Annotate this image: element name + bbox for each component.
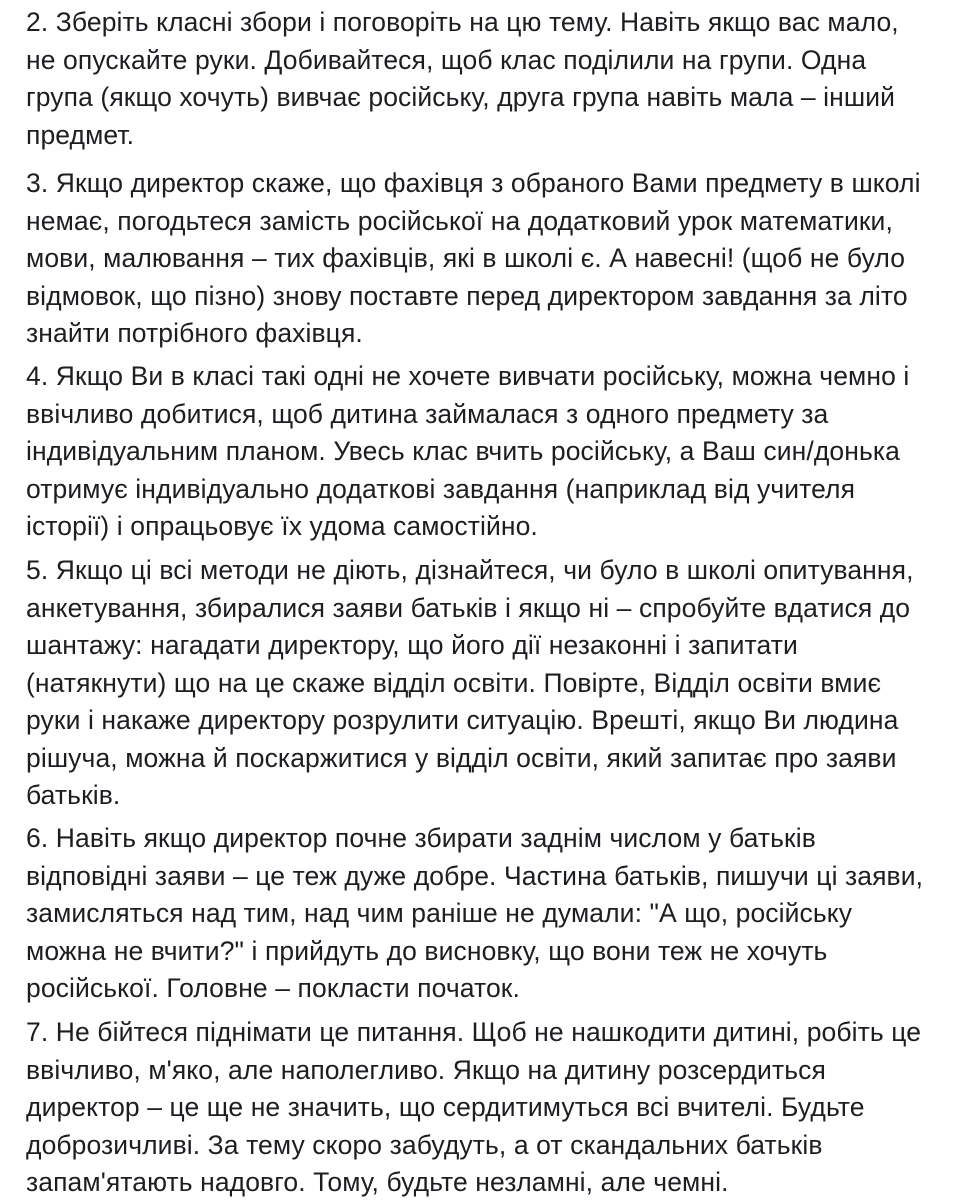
paragraph-6	[26, 820, 923, 1008]
text-line: (натякнути) що на це скаже відділ освіти. Повірте, Відділ освіти вмиє	[26, 667, 882, 698]
text-line: запам'ятають надовго. Тому, будьте незламні, але чемні.	[26, 1167, 729, 1197]
text-line: 2. Зберіть класні збори і поговоріть на цю тему. Навіть якщо вас мало,	[26, 7, 899, 37]
text-line: 4. Якщо Ви в класі такі одні не хочете вивчати російську, можна чемно і	[26, 361, 910, 391]
text-line: доброзичливі. За тему скоро забудуть, а от скандальних батьків	[26, 1129, 823, 1160]
text-line: немає, погодьтеся замість російської на додатковий урок математики,	[26, 205, 893, 236]
text-line: історії) і опрацьовує їх удома самостійно.	[26, 511, 538, 541]
text-line: ввічливо, м'яко, але наполегливо. Якщо на дитину розсердиться	[26, 1054, 826, 1085]
text-line: рішуча, можна й поскаржитися у відділ освіти, який запитає про заяви	[26, 742, 897, 773]
text-line: мови, малювання – тих фахівців, які в школі є. А навесні! (щоб не було	[26, 243, 906, 273]
text-line: індивідуальним планом. Увесь клас вчить російську, а Ваш син/донька	[26, 436, 900, 466]
paragraph-2	[26, 4, 899, 154]
text-line: група (якщо хочуть) вивчає російську, друга група навіть мала – інший	[26, 82, 896, 112]
text-line: російської. Головне – покласти початок.	[26, 973, 520, 1003]
text-line: можна не вчити?" і прийдуть до висновку, що вони теж не хочуть	[26, 935, 828, 966]
text-line: відмовок, що пізно) знову поставте перед директором завдання за літо	[26, 280, 908, 311]
paragraph-4	[26, 358, 909, 546]
text-line: відповідні заяви – це теж дуже добре. Частина батьків, пишучи ці заяви,	[26, 860, 924, 891]
text-line: предмет.	[26, 119, 135, 150]
text-line: 7. Не бійтеся піднімати це питання. Щоб не нашкодити дитині, робіть це	[26, 1017, 922, 1047]
paragraph-5	[26, 552, 914, 815]
text-line: замисляться над тим, над чим раніше не думали: "А що, російську	[26, 898, 853, 928]
text-line: руки і накаже директору розрулити ситуацію. Врешті, якщо Ви людина	[26, 705, 899, 735]
text-line: директор – це ще не значить, що сердитимуться всі вчителі. Будьте	[26, 1092, 865, 1122]
paragraph-3	[26, 165, 921, 353]
text-line: батьків.	[26, 780, 121, 810]
text-line: 6. Навіть якщо директор почне збирати заднім числом у батьків	[26, 823, 816, 853]
text-line: шантажу: нагадати директору, що його дії незаконні і запитати	[26, 630, 798, 660]
text-line: отримує індивідуально додаткові завдання (наприклад від учителя	[26, 473, 856, 504]
text-line: 5. Якщо ці всі методи не діють, дізнайтеся, чи було в школі опитування,	[26, 555, 914, 585]
text-line: знайти потрібного фахівця.	[26, 318, 363, 348]
text-line: анкетування, збиралися заяви батьків і якщо ні – спробуйте вдатися до	[26, 592, 911, 623]
paragraph-7	[26, 1014, 921, 1202]
text-line: не опускайте руки. Добивайтеся, щоб клас поділили на групи. Одна	[26, 44, 867, 75]
text-line: ввічливо добитися, щоб дитина займалася з одного предмету за	[26, 398, 829, 429]
text-line: 3. Якщо директор скаже, що фахівця з обраного Вами предмету в школі	[26, 168, 921, 198]
